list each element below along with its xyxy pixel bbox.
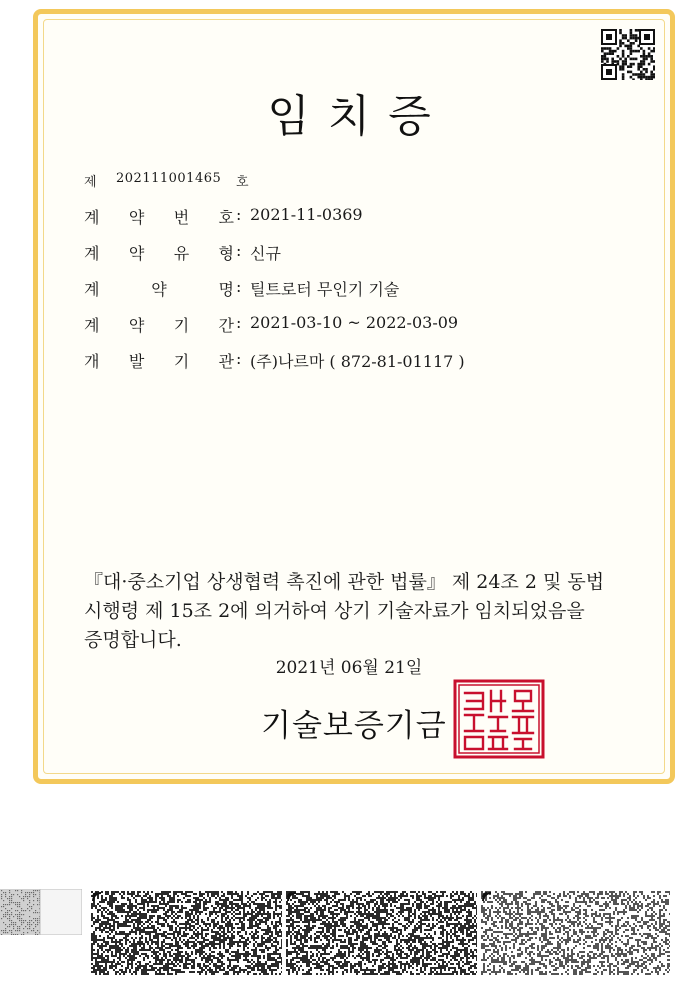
field-label: 계 약 번 호 (84, 208, 234, 227)
document-barcode-2 (286, 891, 477, 975)
issuer-name: 기술보증기금 (261, 708, 447, 744)
field-colon: : (236, 349, 242, 368)
field-label: 계 약 기 간 (84, 316, 234, 335)
field-colon: : (236, 241, 242, 260)
document-barcode-3 (481, 891, 670, 975)
cert-number-label: 제 (84, 175, 97, 190)
field-value: 틸트로터 무인기 기술 (250, 280, 400, 299)
cert-number-suffix: 호 (236, 175, 249, 190)
field-value: 2021-03-10 ~ 2022-03-09 (250, 313, 459, 332)
issue-date: 2021년 06월 21일 (275, 658, 423, 678)
official-seal (453, 679, 545, 759)
field-value: 2021-11-0369 (250, 205, 363, 224)
field-value: 신규 (250, 244, 281, 263)
field-label: 계 약 유 형 (84, 244, 234, 263)
field-label: 개 발 기 관 (84, 352, 234, 371)
field-value: (주)나르마 ( 872-81-01117 ) (250, 352, 465, 371)
cert-number-value: 202111001465 (116, 171, 222, 186)
certification-statement: 『대·중소기업 상생협력 촉진에 관한 법률』 제 24조 2 및 동법 시행령 제 15조 2에 의거하여 상기 기술자료가 임치되었음을 증명합니다. (84, 571, 605, 651)
field-label: 계 약 명 (84, 280, 234, 299)
certificate-title: 임치증 (267, 91, 449, 142)
field-colon: : (236, 277, 242, 296)
document-barcode-1 (91, 891, 282, 975)
field-colon: : (236, 313, 242, 332)
document-barcode-small (0, 889, 82, 935)
field-colon: : (236, 205, 242, 224)
qr-code (601, 29, 655, 80)
